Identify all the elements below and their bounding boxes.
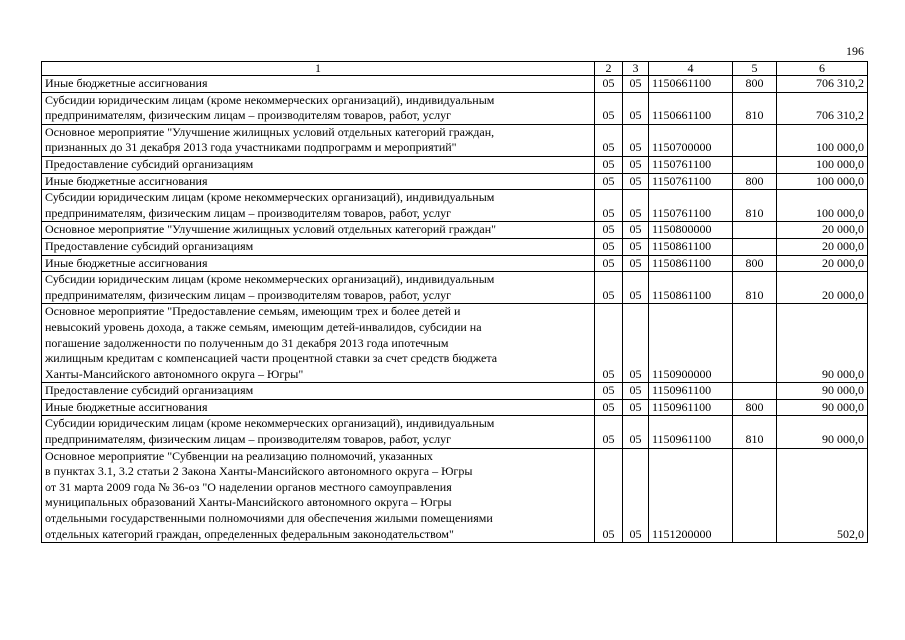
section-code: 05 <box>595 272 623 304</box>
header-col-1: 1 <box>42 62 595 76</box>
description-line: невысокий уровень дохода, а также семьям, имеющим детей-инвалидов, субсидии на <box>45 319 482 334</box>
expense-type-code: 800 <box>733 399 777 416</box>
expense-type-code: 810 <box>733 190 777 222</box>
subsection-code: 05 <box>623 304 649 383</box>
expense-type-code: 810 <box>733 92 777 124</box>
subsection-code: 05 <box>623 255 649 272</box>
section-code: 05 <box>595 304 623 383</box>
description-line: Основное мероприятие "Улучшение жилищных условий отдельных категорий граждан" <box>45 222 497 237</box>
description-line: предпринимателям, физическим лицам – производителям товаров, работ, услуг <box>45 287 451 302</box>
amount: 502,0 <box>777 448 868 543</box>
amount: 90 000,0 <box>777 399 868 416</box>
row-description <box>42 76 595 93</box>
target-article-code: 1151200000 <box>649 448 733 543</box>
section-code: 05 <box>595 399 623 416</box>
subsection-code: 05 <box>623 156 649 173</box>
target-article-code: 1150961100 <box>649 383 733 400</box>
row-description <box>42 304 595 383</box>
description-line: Основное мероприятие "Предоставление семьям, имеющим трех и более детей и <box>45 304 461 319</box>
amount: 20 000,0 <box>777 255 868 272</box>
table-row <box>42 272 868 304</box>
row-description <box>42 272 595 304</box>
budget-table <box>41 61 868 543</box>
header-col-2: 2 <box>595 62 623 76</box>
row-description <box>42 156 595 173</box>
target-article-code: 1150761100 <box>649 190 733 222</box>
description-line: Субсидии юридическим лицам (кроме некоммерческих организаций), индивидуальным <box>45 190 495 205</box>
table-body <box>42 76 868 543</box>
amount: 20 000,0 <box>777 222 868 239</box>
table-row <box>42 238 868 255</box>
description-line: муниципальных образований Ханты-Мансийского автономного округа – Югры <box>45 495 452 510</box>
row-description <box>42 190 595 222</box>
amount: 90 000,0 <box>777 416 868 448</box>
description-line: предпринимателям, физическим лицам – производителям товаров, работ, услуг <box>45 205 451 220</box>
table-row <box>42 76 868 93</box>
section-code: 05 <box>595 92 623 124</box>
subsection-code: 05 <box>623 238 649 255</box>
table-header <box>42 62 868 76</box>
expense-type-code: 810 <box>733 416 777 448</box>
subsection-code: 05 <box>623 399 649 416</box>
description-line: предпринимателям, физическим лицам – производителям товаров, работ, услуг <box>45 108 451 123</box>
row-description <box>42 222 595 239</box>
description-line: жилищным кредитам с компенсацией части процентной ставки за счет средств бюджета <box>45 351 498 366</box>
table-row <box>42 92 868 124</box>
target-article-code: 1150961100 <box>649 399 733 416</box>
description-line: Иные бюджетные ассигнования <box>45 399 208 414</box>
target-article-code: 1150761100 <box>649 156 733 173</box>
description-line: Иные бюджетные ассигнования <box>45 173 208 188</box>
target-article-code: 1150800000 <box>649 222 733 239</box>
description-line: Субсидии юридическим лицам (кроме некоммерческих организаций), индивидуальным <box>45 272 495 287</box>
section-code: 05 <box>595 173 623 190</box>
amount: 706 310,2 <box>777 76 868 93</box>
table-row <box>42 448 868 543</box>
target-article-code: 1150861100 <box>649 238 733 255</box>
expense-type-code <box>733 238 777 255</box>
table-row <box>42 190 868 222</box>
expense-type-code: 800 <box>733 255 777 272</box>
amount: 100 000,0 <box>777 190 868 222</box>
header-col-6: 6 <box>777 62 868 76</box>
amount: 90 000,0 <box>777 383 868 400</box>
amount: 90 000,0 <box>777 304 868 383</box>
table-row <box>42 173 868 190</box>
row-description <box>42 255 595 272</box>
target-article-code: 1150900000 <box>649 304 733 383</box>
target-article-code: 1150861100 <box>649 272 733 304</box>
section-code: 05 <box>595 156 623 173</box>
row-description <box>42 399 595 416</box>
table-row <box>42 255 868 272</box>
amount: 100 000,0 <box>777 156 868 173</box>
target-article-code: 1150961100 <box>649 416 733 448</box>
expense-type-code <box>733 124 777 156</box>
description-line: Предоставление субсидий организациям <box>45 156 254 171</box>
target-article-code: 1150661100 <box>649 92 733 124</box>
subsection-code: 05 <box>623 272 649 304</box>
description-line: Основное мероприятие "Улучшение жилищных условий отдельных категорий граждан, <box>45 124 495 139</box>
section-code: 05 <box>595 124 623 156</box>
page-number: 196 <box>846 44 864 58</box>
header-col-5: 5 <box>733 62 777 76</box>
row-description <box>42 92 595 124</box>
table-row <box>42 156 868 173</box>
subsection-code: 05 <box>623 448 649 543</box>
subsection-code: 05 <box>623 190 649 222</box>
header-col-4: 4 <box>649 62 733 76</box>
description-line: Ханты-Мансийского автономного округа – Югры" <box>45 366 304 381</box>
section-code: 05 <box>595 76 623 93</box>
description-line: отдельными государственными полномочиями для обеспечения жилыми помещениями <box>45 511 493 526</box>
description-line: Субсидии юридическим лицам (кроме некоммерческих организаций), индивидуальным <box>45 416 495 431</box>
description-line: Субсидии юридическим лицам (кроме некоммерческих организаций), индивидуальным <box>45 92 495 107</box>
subsection-code: 05 <box>623 383 649 400</box>
subsection-code: 05 <box>623 124 649 156</box>
expense-type-code <box>733 448 777 543</box>
table-row <box>42 124 868 156</box>
amount: 20 000,0 <box>777 272 868 304</box>
row-description <box>42 416 595 448</box>
target-article-code: 1150761100 <box>649 173 733 190</box>
table-row <box>42 304 868 383</box>
table-row <box>42 399 868 416</box>
subsection-code: 05 <box>623 222 649 239</box>
row-description <box>42 383 595 400</box>
section-code: 05 <box>595 238 623 255</box>
description-line: Предоставление субсидий организациям <box>45 383 254 398</box>
description-line: Иные бюджетные ассигнования <box>45 76 208 90</box>
table-row <box>42 416 868 448</box>
section-code: 05 <box>595 416 623 448</box>
amount: 100 000,0 <box>777 173 868 190</box>
amount: 100 000,0 <box>777 124 868 156</box>
description-line: от 31 марта 2009 года № 36-оз "О наделении органов местного самоуправления <box>45 479 452 494</box>
description-line: в пунктах 3.1, 3.2 статьи 2 Закона Ханты-Мансийского автономного округа – Югры <box>45 464 473 479</box>
expense-type-code <box>733 222 777 239</box>
amount: 20 000,0 <box>777 238 868 255</box>
header-col-3: 3 <box>623 62 649 76</box>
expense-type-code <box>733 383 777 400</box>
description-line: Иные бюджетные ассигнования <box>45 255 208 270</box>
section-code: 05 <box>595 448 623 543</box>
target-article-code: 1150661100 <box>649 76 733 93</box>
description-line: признанных до 31 декабря 2013 года участниками подпрограмм и мероприятий" <box>45 140 457 155</box>
description-line: Основное мероприятие "Субвенции на реализацию полномочий, указанных <box>45 448 433 463</box>
subsection-code: 05 <box>623 76 649 93</box>
expense-type-code: 800 <box>733 173 777 190</box>
target-article-code: 1150700000 <box>649 124 733 156</box>
section-code: 05 <box>595 190 623 222</box>
row-description <box>42 173 595 190</box>
table-row <box>42 383 868 400</box>
subsection-code: 05 <box>623 92 649 124</box>
expense-type-code: 810 <box>733 272 777 304</box>
header-row <box>42 62 868 76</box>
description-line: погашение задолженности по полученным до 31 декабря 2013 года ипотечным <box>45 335 449 350</box>
subsection-code: 05 <box>623 173 649 190</box>
table-row <box>42 222 868 239</box>
expense-type-code <box>733 156 777 173</box>
expense-type-code <box>733 304 777 383</box>
target-article-code: 1150861100 <box>649 255 733 272</box>
amount: 706 310,2 <box>777 92 868 124</box>
description-line: Предоставление субсидий организациям <box>45 238 254 253</box>
row-description <box>42 448 595 543</box>
description-line: отдельных категорий граждан, определенных федеральным законодательством" <box>45 526 454 541</box>
section-code: 05 <box>595 255 623 272</box>
expense-type-code: 800 <box>733 76 777 93</box>
row-description <box>42 124 595 156</box>
row-description <box>42 238 595 255</box>
subsection-code: 05 <box>623 416 649 448</box>
section-code: 05 <box>595 383 623 400</box>
section-code: 05 <box>595 222 623 239</box>
description-line: предпринимателям, физическим лицам – производителям товаров, работ, услуг <box>45 432 451 447</box>
